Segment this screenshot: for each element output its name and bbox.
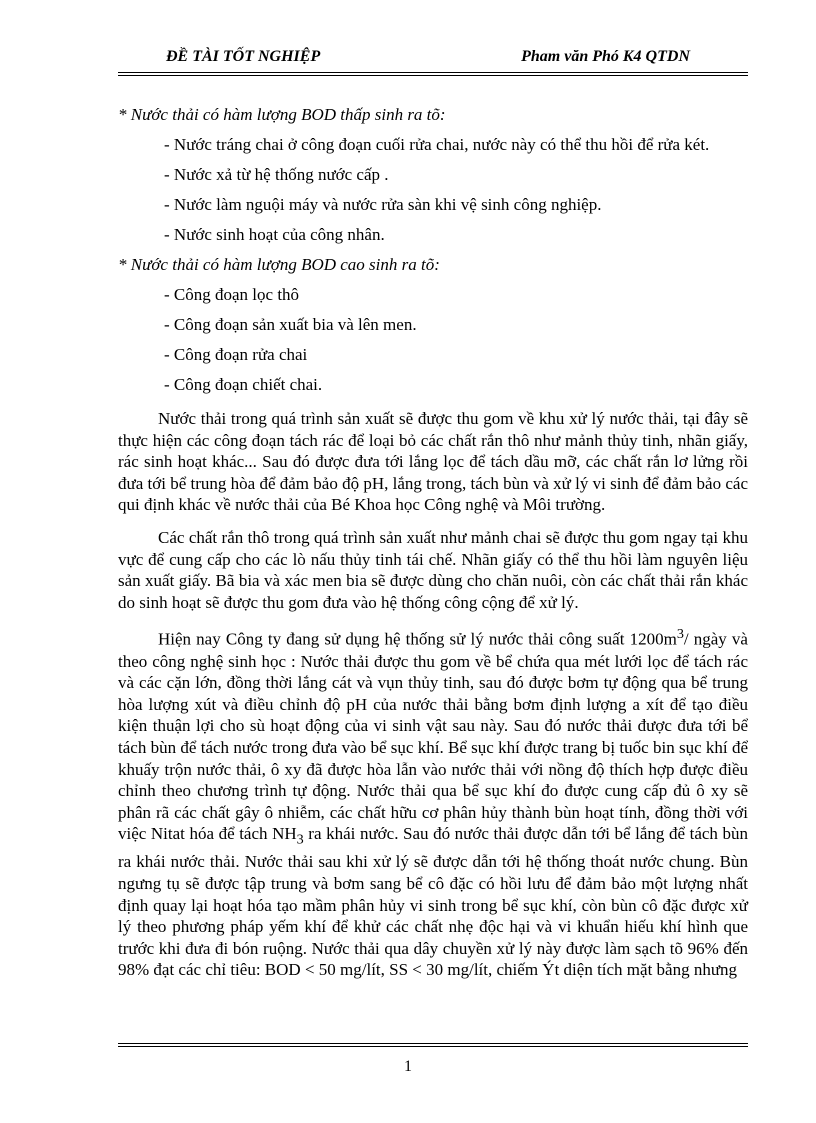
high-bod-item: - Công đoạn rửa chai — [164, 345, 308, 364]
low-bod-item: - Nước tráng chai ở công đoạn cuối rửa chai, nước này có thể thu hồi để rửa két. — [164, 135, 710, 154]
paragraph-solid-waste: Các chất rắn thô trong quá trình sản xuất như mảnh chai sẽ được thu gom ngay tại khu vực để cung cấp cho các lò nấu thủy tinh tái chế. Nhãn giấy có thể thu hồi làm nguyên liệu sản xuất giấy. Bã bia và xác men bia sẽ được dùng cho chăn nuôi, còn các chất thải rắn khác do sinh hoạt sẽ được thu gom đưa vào hệ thống công cộng để xử lý. — [118, 527, 748, 612]
high-bod-item: - Công đoạn sản xuất bia và lên men. — [164, 315, 417, 334]
p3-part-b: / ngày và theo công nghệ sinh học : Nước thải được thu gom về bể chứa qua mét lưới lọc để tách rác và các cặn lớn, đồng thời lắng cát và vụn thủy tinh, sau đó được bơm tự động qua bể trung hòa lượng xút và điều chỉnh độ pH của nước thải bằng bơm định lượng a xít để tạo điều kiện thuận lợi cho sù hoạt động của vi sinh vật sau này. Sau đó nước thải được đưa tới bể tách bùn để tách nước trong đưa vào bể sục khí. Bể sục khí được trang bị tuốc bin sục khí để khuấy trộn nước thải, ô xy đã được hòa lẫn vào nước thải với nồng độ thích hợp được điều chỉnh theo chương trình tự động. Nước thải qua bể sục khí đo được cung cấp đủ ô xy sẽ phân rã các chất gây ô nhiễm, các chất hữu cơ phân hủy thành bùn hoạt tính, đồng thời với việc Nitat hóa để tách NH — [118, 630, 748, 844]
p3-subscript: 3 — [296, 831, 304, 848]
footer-rule-1 — [118, 1043, 748, 1044]
header-rule-1 — [118, 72, 748, 73]
low-bod-item: - Nước làm nguội máy và nước rửa sàn khi vệ sinh công nghiệp. — [164, 195, 602, 214]
paragraph-treatment-process: Nước thải trong quá trình sản xuất sẽ được thu gom về khu xử lý nước thải, tại đây sẽ thực hiện các công đoạn tách rác để loại bỏ các chất rắn thô như mảnh thủy tinh, nhãn giấy, rác sinh hoạt khác... Sau đó được đưa tới lắng lọc để tách dầu mỡ, các chất rắn lơ lửng rồi đưa tới bể trung hòa để đảm bảo độ pH, lắng trong, tách bùn và xử lý vi sinh để đảm bảo các qui định khác về nước thải của Bé Khoa học Công nghệ và Môi trường. — [118, 409, 748, 515]
high-bod-item: - Công đoạn lọc thô — [164, 285, 300, 304]
footer-rule-2 — [118, 1046, 748, 1047]
low-bod-item: - Nước xả từ hệ thống nước cấp . — [164, 165, 389, 184]
high-bod-item: - Công đoạn chiết chai. — [164, 375, 323, 394]
low-bod-item: - Nước sinh hoạt của công nhân. — [164, 225, 385, 244]
page-number: 1 — [404, 1058, 412, 1075]
high-bod-heading: * Nước thải có hàm lượng BOD cao sinh ra tõ: — [118, 255, 440, 274]
page-header — [118, 48, 748, 70]
low-bod-heading: * Nước thải có hàm lượng BOD thấp sinh ra tõ: — [118, 105, 446, 124]
p3-part-c: ra khái nước. Sau đó nước thải được dẫn tới bể lắng để tách bùn ra khái nước thải. Nước thải sau khi xử lý sẽ được dẫn tới hệ thống thoát nước chung. Bùn ngưng tụ sẽ được tập trung và bơm sang bể cô đặc có hồi lưu để đảm bảo một lượng nhất định quay lại hoạt hóa tạo mầm phân hủy vi sinh trong bể sục khí, còn bùn cô đặc được xử lý theo phương pháp yếm khí để khử các chất nhẹ độc hại và vi khuẩn hiếu khí hình que trước khi đưa đi bón ruộng. Nước thải qua dây chuyền xử lý này được làm sạch tõ 96% đến 98% đạt các chỉ tiêu: BOD < 50 mg/lít, SS < 30 mg/lít, chiếm Ýt diện tích mặt bằng nhưng — [118, 824, 749, 980]
header-title: ĐỀ TÀI TỐT NGHIỆP — [166, 48, 321, 65]
paragraph-treatment-system — [118, 624, 748, 981]
p3-superscript: 3 — [676, 626, 684, 643]
p3-part-a: Hiện nay Công ty đang sử dụng hệ thống sử lý nước thải công suất 1200m — [158, 630, 677, 649]
document-body — [118, 100, 748, 981]
header-author: Pham văn Phó K4 QTDN — [521, 48, 690, 65]
header-rule-2 — [118, 75, 748, 76]
